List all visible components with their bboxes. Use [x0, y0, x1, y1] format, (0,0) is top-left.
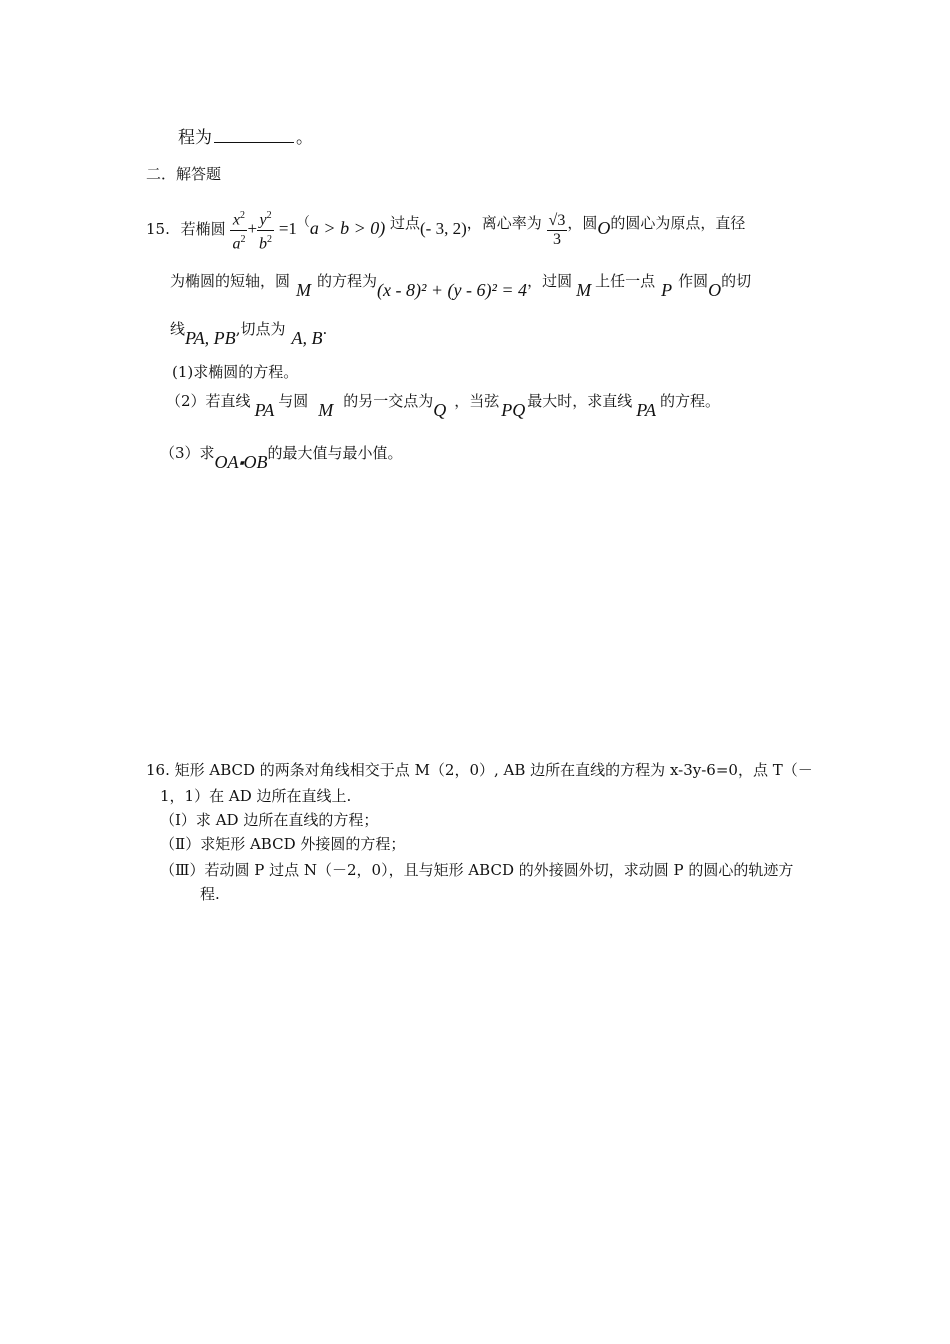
- q16-part3-cont: 程.: [200, 885, 220, 903]
- circle-m-equation: (x - 8)² + (y - 6)² = 4: [377, 280, 528, 300]
- symbol-P: P: [661, 280, 673, 300]
- q16-line2: 1，1）在 AD 边所在直线上.: [160, 787, 352, 805]
- q15-line3: [170, 314, 327, 353]
- ecc-text: ，离心率为: [466, 214, 542, 232]
- tail-suffix: 。: [296, 128, 313, 148]
- q15-part2: [166, 386, 720, 425]
- q15-p2-f: 的方程。: [659, 392, 720, 410]
- ellipse-condition: a > b > 0): [309, 218, 386, 238]
- plus-sign: +: [247, 219, 258, 238]
- q15-p3-b: 的最大值与最小值。: [267, 444, 403, 462]
- symbol-Q: Q: [433, 400, 447, 420]
- fraction-sqrt3-3: $\frac{√3}{3}$: [548, 211, 566, 248]
- tangent-lines: PA, PB: [185, 328, 236, 348]
- q15-p2-c: 的另一交点为: [343, 392, 434, 410]
- symbol-M-2: M: [576, 280, 592, 300]
- q15-p2-d: ，当弦: [454, 392, 500, 410]
- q15-number: 15.: [146, 220, 170, 238]
- q15-l3-c: .: [322, 320, 328, 338]
- tail-prefix: 程为: [178, 128, 212, 148]
- symbol-O-2: O: [708, 280, 722, 300]
- circle-o-text-b: 的圆心为原点，直径: [610, 214, 746, 232]
- q15-l2-c: ，过圆: [527, 272, 573, 290]
- q15-l2-f: 的切: [721, 272, 752, 290]
- q15-p3-a: （3）求: [160, 444, 215, 462]
- line-PA-2: PA: [636, 400, 656, 420]
- q16-line1: 16. 矩形 ABCD 的两条对角线相交于点 M（2，0）, AB 边所在直线的方程为 x-3y-6=0，点 T（－: [146, 761, 813, 779]
- q15-p2-b: 与圆: [278, 392, 309, 410]
- q15-l3-a: 线: [170, 320, 186, 338]
- fraction-y2-b2: $\frac{y^2}{b^2}$: [257, 207, 274, 253]
- q15-l2-e: 作圆: [678, 272, 709, 290]
- q15-line1: [146, 200, 745, 253]
- line-PA: PA: [254, 400, 275, 420]
- dot-product: OA⬝OB: [214, 452, 268, 472]
- symbol-M-3: M: [318, 400, 334, 420]
- q15-p2-e: 最大时，求直线: [527, 392, 633, 410]
- symbol-O: O: [597, 218, 611, 238]
- q15-l2-d: 上任一点: [595, 272, 656, 290]
- q15-line2: [170, 266, 751, 305]
- circle-o-text-a: ，圆: [567, 214, 598, 232]
- q15-l3-b: ,切点为: [235, 320, 286, 338]
- q15-l2-a: 为椭圆的短轴，圆: [170, 272, 291, 290]
- q15-part3: [160, 438, 402, 477]
- equals-one: =1: [278, 219, 297, 238]
- prev-question-tail: [178, 128, 313, 148]
- paren-open: （: [296, 215, 310, 230]
- symbol-M: M: [296, 280, 312, 300]
- q15-l1-a: 若椭圆: [180, 220, 226, 238]
- q15-part1: (1)求椭圆的方程。: [172, 363, 299, 381]
- q16-part2: （Ⅱ）求矩形 ABCD 外接圆的方程；: [160, 835, 406, 853]
- answer-blank: [214, 128, 294, 143]
- passes-text: 过点: [390, 214, 421, 232]
- q15-p2-a: （2）若直线: [166, 392, 251, 410]
- fraction-x2-a2: $\frac{x^2}{a^2}$: [230, 207, 247, 253]
- tangent-points: A, B: [291, 328, 323, 348]
- q16-part1: （Ⅰ）求 AD 边所在直线的方程；: [160, 811, 379, 829]
- q15-l2-b: 的方程为: [317, 272, 378, 290]
- chord-PQ: PQ: [501, 400, 526, 420]
- point-coords: (- 3, 2): [420, 219, 467, 238]
- q16-part3: （Ⅲ）若动圆 P 过点 N（－2，0），且与矩形 ABCD 的外接圆外切，求动圆 P 的圆心的轨迹方: [160, 861, 794, 879]
- section-title: 二．解答题: [146, 165, 222, 183]
